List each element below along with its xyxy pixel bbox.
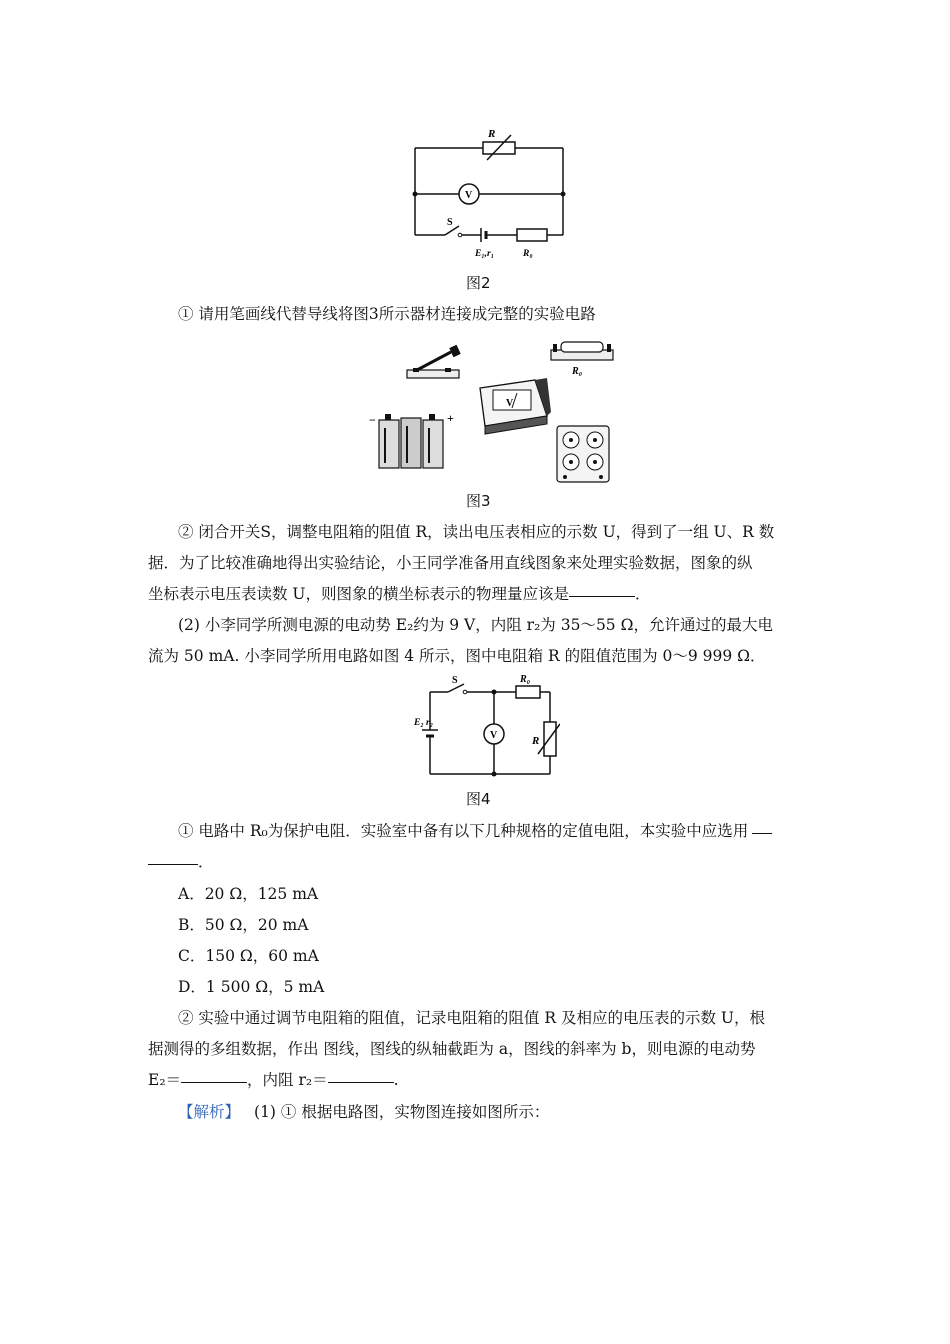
figure-4-caption: 图4 xyxy=(466,790,491,808)
fig2-label-R: R xyxy=(488,128,496,140)
option-c: C．150 Ω，60 mA xyxy=(178,947,319,965)
answer-blank[interactable] xyxy=(148,863,198,865)
fig2-label-V: V xyxy=(465,190,473,201)
fig2-label-R0: R₀ xyxy=(523,249,533,259)
fixed-resistor-icon xyxy=(551,342,613,360)
fig3-label-minus: − xyxy=(369,413,376,427)
option-b: B．50 Ω，20 mA xyxy=(178,916,309,934)
option-a: A．20 Ω，125 mA xyxy=(178,885,319,903)
fig2-label-E: E₁,r₁ xyxy=(475,249,495,259)
answer-blank[interactable] xyxy=(752,832,772,834)
fig4-label-S: S xyxy=(452,675,458,686)
fig2-label-S: S xyxy=(447,217,453,228)
fig4-label-E: E₂ r₂ xyxy=(414,718,434,728)
question-4-line-2: 据测得的多组数据，作出 图线，图线的纵轴截距为 a，图线的斜率为 b，则电源的电动势 xyxy=(148,1040,756,1058)
fig4-label-V: V xyxy=(490,730,498,741)
knife-switch-icon xyxy=(407,345,461,378)
resistance-box-icon xyxy=(557,426,609,482)
battery-icon xyxy=(379,414,443,468)
analysis-line xyxy=(178,1100,549,1122)
fig3-label-R0: R₀ xyxy=(572,366,583,377)
question-1-instruction: ① 请用笔画线代替导线将图3所示器材连接成完整的实验电路 xyxy=(178,305,596,323)
question-2-line-3: 坐标表示电压表读数 U，则图象的横坐标表示的物理量应该是 ． xyxy=(148,585,651,603)
figure-3-apparatus xyxy=(365,338,625,486)
question-2-line-1: ② 闭合开关S，调整电阻箱的阻值 R，读出电压表相应的示数 U，得到了一组 U、R 数 xyxy=(178,523,775,541)
fig4-label-R: R xyxy=(532,735,540,747)
fig3-label-plus: + xyxy=(447,411,454,425)
option-d: D．1 500 Ω，5 mA xyxy=(178,978,325,996)
analysis-text: (1) ① 根据电路图，实物图连接如图所示： xyxy=(254,1103,550,1121)
part-2-line-2: 流为 50 mA. 小李同学所用电路如图 4 所示，图中电阻箱 R 的阻值范围为 0～9 999 Ω． xyxy=(148,647,766,665)
question-4-line-1: ② 实验中通过调节电阻箱的阻值，记录电阻箱的阻值 R 及相应的电压表的示数 U，根 xyxy=(178,1009,765,1027)
question-3-line-2: ． xyxy=(148,850,214,872)
answer-blank-e2[interactable] xyxy=(181,1081,247,1083)
fig3-label-V: V xyxy=(506,398,514,409)
part-2-line-1: (2) 小李同学所测电源的电动势 E₂约为 9 V，内阻 r₂为 35～55 Ω，允许通过的最大电 xyxy=(178,616,773,634)
question-2-line-2: 据．为了比较准确地得出实验结论，小王同学准备用直线图象来处理实验数据，图象的纵 xyxy=(148,554,753,572)
answer-blank[interactable] xyxy=(569,595,635,597)
analysis-tag: 【解析】 xyxy=(178,1103,241,1121)
figure-2-caption: 图2 xyxy=(466,274,491,292)
fig4-label-R0: R₀ xyxy=(520,674,531,685)
voltmeter-icon xyxy=(480,378,551,434)
answer-blank-r2[interactable] xyxy=(328,1081,394,1083)
question-4-line-3: E₂＝ ，内阻 r₂＝ . xyxy=(148,1071,399,1089)
figure-2-circuit xyxy=(395,120,585,270)
figure-4-circuit xyxy=(410,672,560,782)
question-3-line-1: ① 电路中 R₀为保护电阻．实验室中备有以下几种规格的定值电阻，本实验中应选用 xyxy=(178,819,772,841)
figure-3-caption: 图3 xyxy=(466,492,491,510)
